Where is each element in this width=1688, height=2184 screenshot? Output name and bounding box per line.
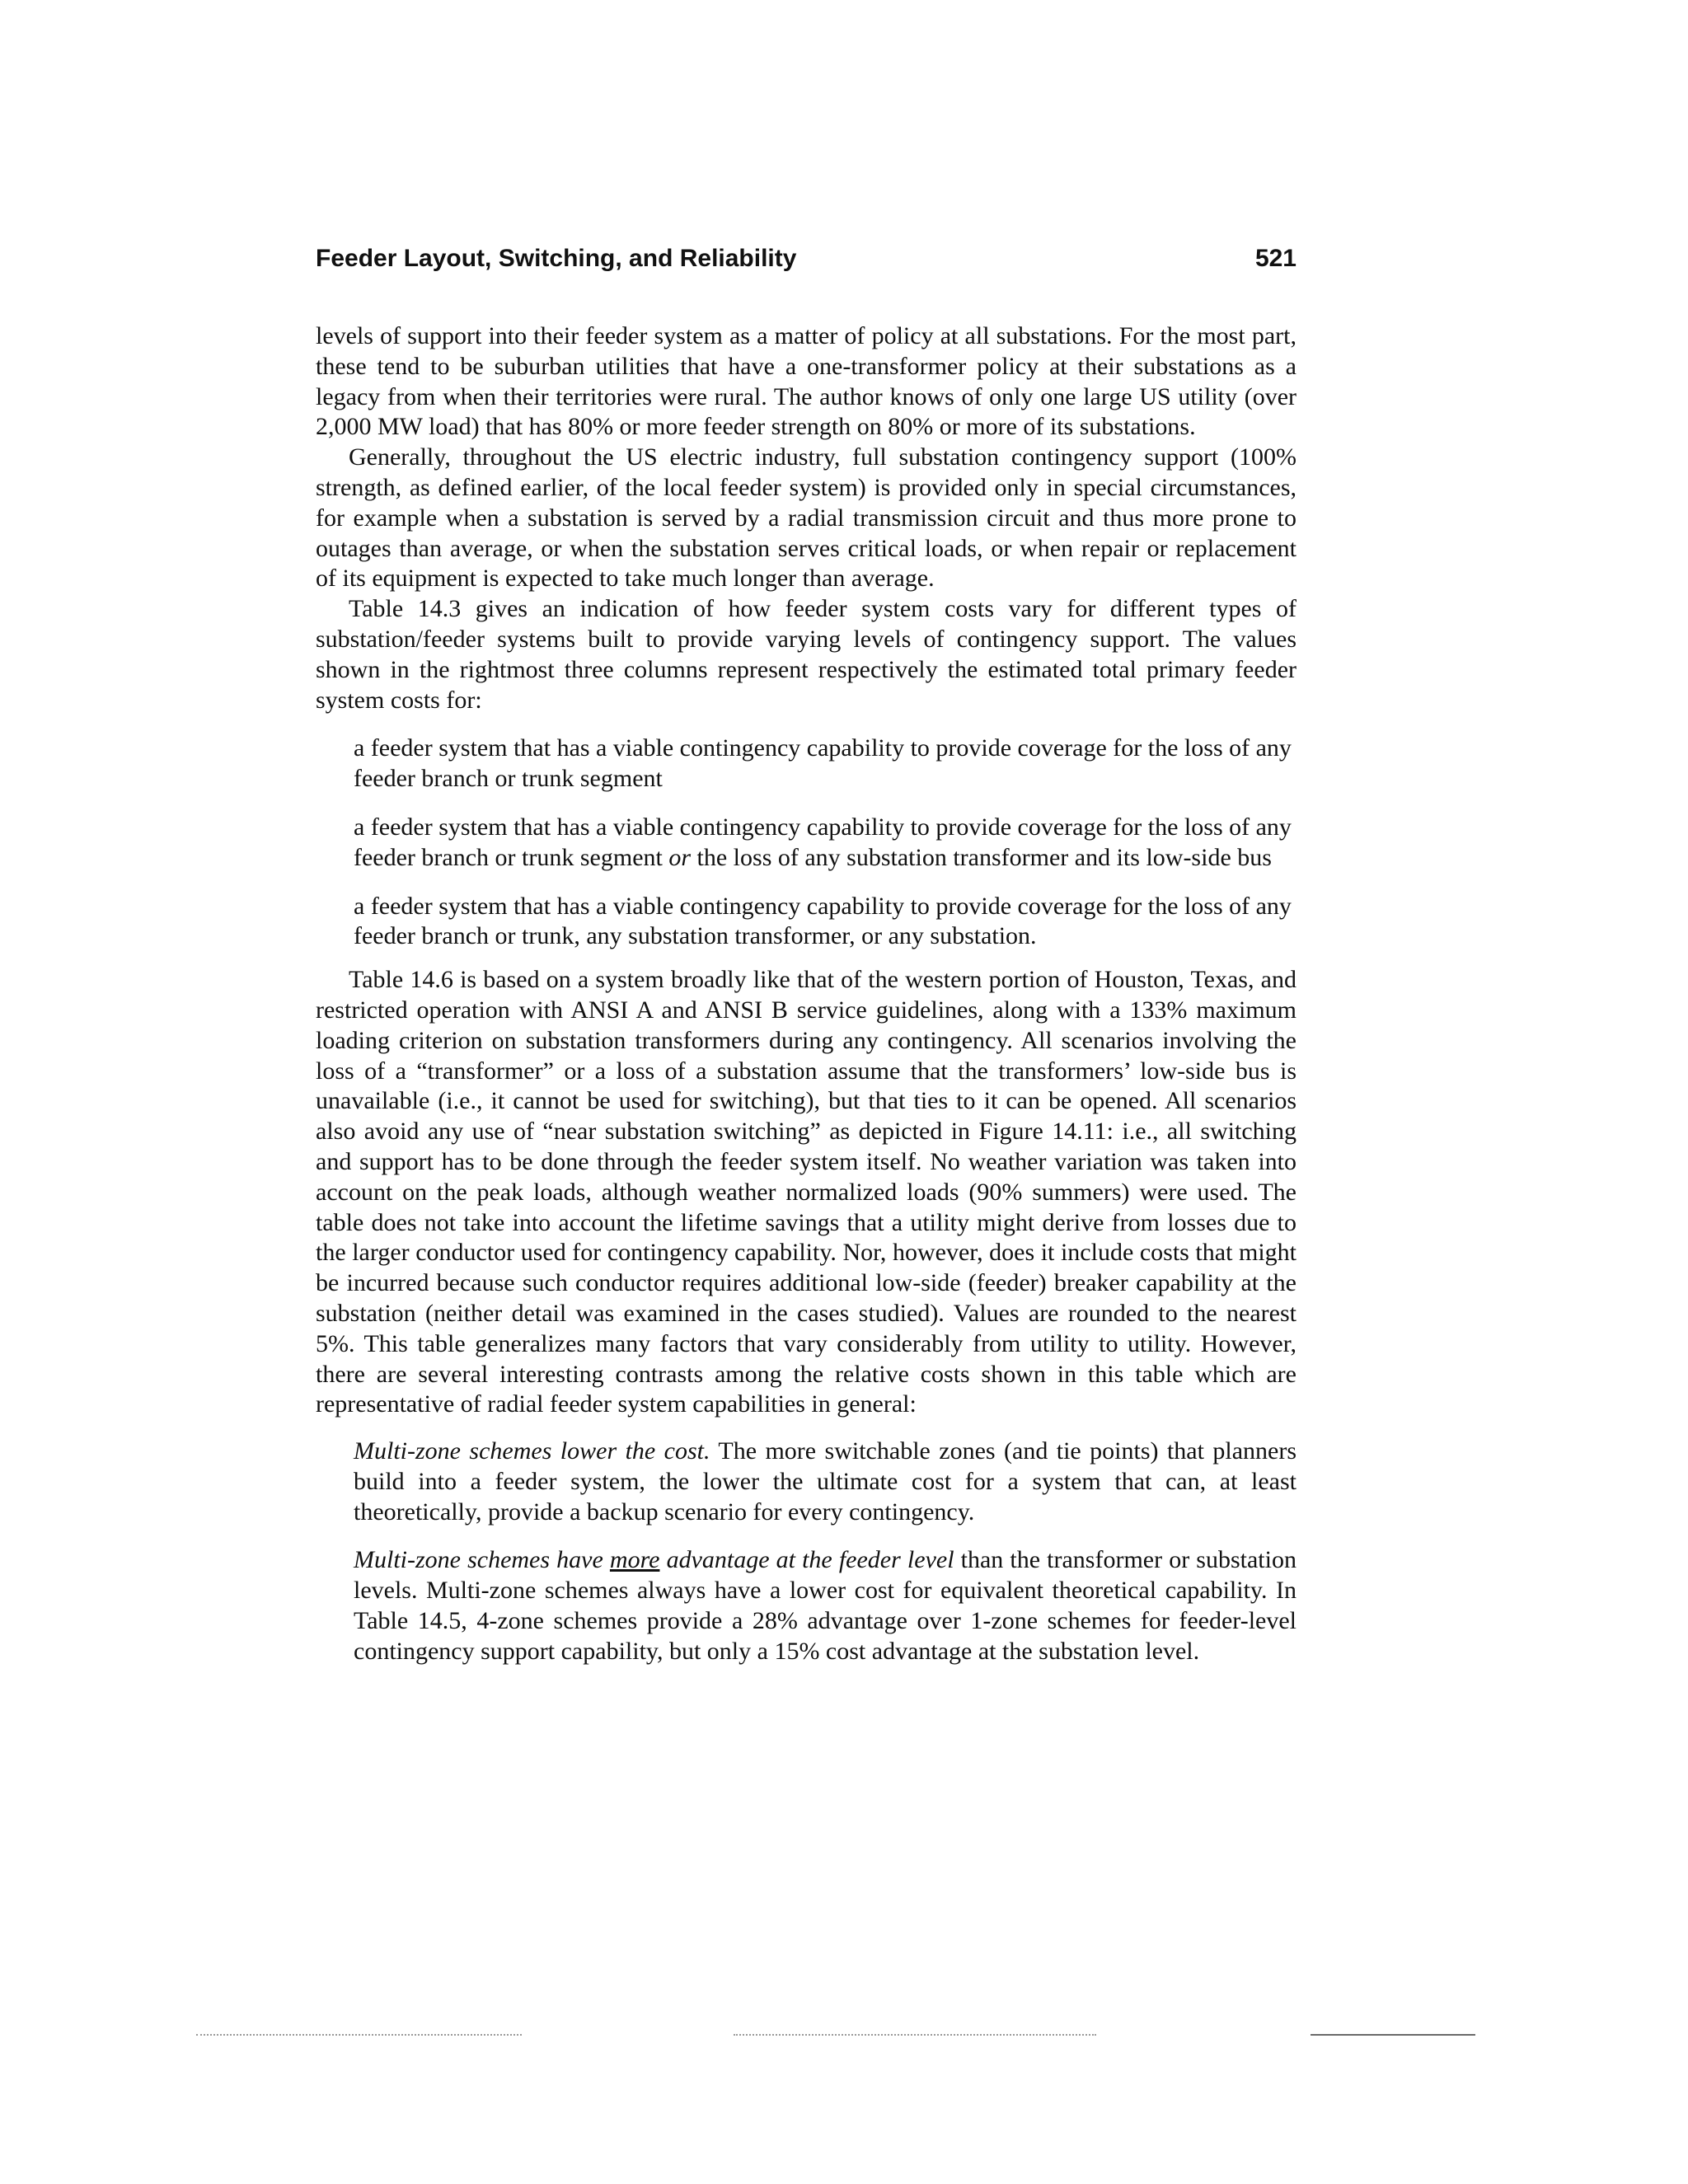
paragraph-3: Table 14.3 gives an indication of how feeder system costs vary for different types of substation/feeder systems built to provide varying levels of contingency support. The values shown in the rightmost three columns represent respectively the estimated total primary feeder system costs for: (316, 595, 1296, 714)
body-text (316, 321, 1296, 1685)
scan-artifact-line (196, 2034, 522, 2037)
underlined-more: more (609, 1546, 660, 1574)
page-number: 521 (1254, 245, 1296, 272)
scan-artifact-line (734, 2034, 1096, 2037)
observation-1 (354, 1436, 1296, 1527)
observation-lead (354, 1546, 954, 1573)
observation-text: than the transformer or substation levels. Multi-zone schemes always have a lower cost for equivalent theoretical capability. In Table 14.5, 4-zone schemes provide a 28% advantage over 1-zone schemes for feeder-level contingency support capability, but only a 15% cost advantage at the substation level. (354, 1546, 1296, 1665)
list-item-feeder: a feeder system that has a viable contingency capability to provide coverage for the loss of any feeder branch or trunk segment (354, 734, 1292, 793)
list-item-substation: a feeder system that has a viable contingency capability to provide coverage for the loss of any feeder branch or trunk, any substation transformer, or any substation. (354, 892, 1292, 950)
contingency-list (354, 733, 1296, 952)
paragraph-1: levels of support into their feeder system as a matter of policy at all substations. For the most part, these tend to be suburban utilities that have a one-transformer policy at their substations as a legacy from when their territories were rural. The author knows of only one large US utility (over 2,000 MW load) that has 80% or more feeder strength on 80% or more of its substations. (316, 322, 1296, 441)
observation-lead: Multi-zone schemes lower the cost. (354, 1437, 710, 1465)
observation-text: The more switchable zones (and tie points) that planners build into a feeder system, the lower the ultimate cost for a system that can, at least theoretically, provide a backup scenario for every contingency. (354, 1437, 1297, 1526)
observation-lead-part: Multi-zone schemes have (354, 1546, 610, 1574)
paragraph-2: Generally, throughout the US electric industry, full substation contingency support (100% strength, as defined earlier, of the local feeder system) is provided only in special circumstances, for example when a substation is served by a radial transmission circuit and thus more prone to outages than average, or when the substation serves critical loads, or when repair or replacement of its equipment is expected to take much longer than average. (316, 443, 1296, 593)
running-header (316, 239, 1296, 279)
scan-artifact-line (1311, 2034, 1475, 2037)
list-item-text: a feeder system that has a viable contingency capability to provide coverage for the loss of any feeder branch or trunk segment (354, 813, 1292, 871)
observation-2 (354, 1545, 1296, 1666)
observation-lead-part: advantage at the feeder level (659, 1546, 954, 1574)
emphasis-or: or (668, 843, 692, 871)
list-item-text: the loss of any substation transformer and its low-side bus (691, 843, 1272, 871)
chapter-title: Feeder Layout, Switching, and Reliability (316, 245, 797, 272)
list-item-transformer (354, 813, 1296, 874)
paragraph-4: Table 14.6 is based on a system broadly like that of the western portion of Houston, Texas, and restricted operation with ANSI A and ANSI B service guidelines, along with a 133% maximum loading criterion on substation transformers during any contingency. All scenarios involving the loss of a “transformer” or a loss of a substation assume that the transformers’ low-side bus is unavailable (i.e., it cannot be used for switching), but that ties to it can be opened. All scenarios also avoid any use of “near substation switching” as depicted in Figure 14.11: i.e., all switching and support has to be done through the feeder system itself. No weather variation was taken into account on the peak loads, although weather normalized loads (90% summers) were used. The table does not take into account the lifetime savings that a utility might derive from losses due to the larger conductor used for contingency capability. Nor, however, does it include costs that might be incurred because such conductor requires additional low-side (feeder) breaker capability at the substation (neither detail was examined in the cases studied). Values are rounded to the nearest 5%. This table generalizes many factors that vary considerably from utility to utility. However, there are several interesting contrasts among the relative costs shown in this table which are representative of radial feeder system capabilities in general: (316, 966, 1296, 1418)
observations-list (354, 1436, 1296, 1667)
